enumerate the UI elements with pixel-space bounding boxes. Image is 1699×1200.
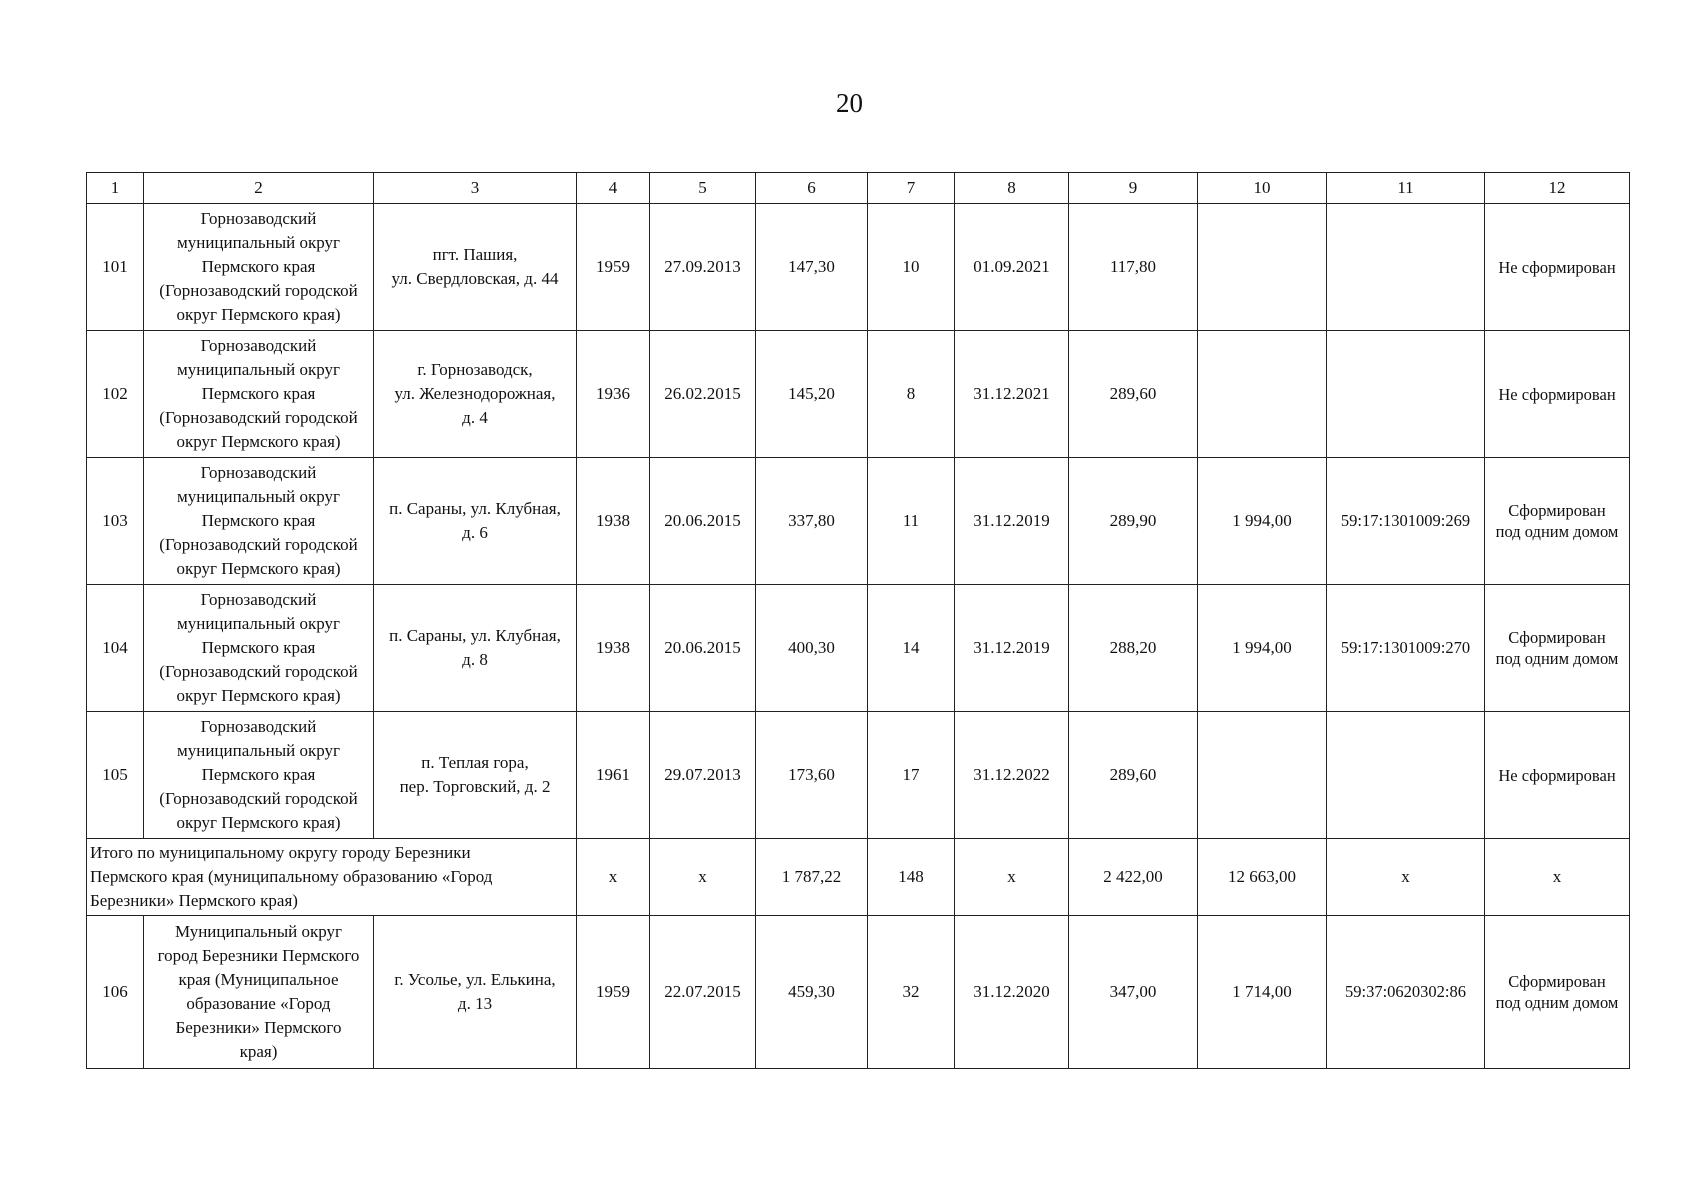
planned-date-cell: 01.09.2021	[955, 204, 1069, 331]
land-area-cell	[1198, 331, 1327, 458]
table-row	[87, 916, 1630, 1069]
column-number-cell: 11	[1327, 173, 1485, 204]
residents-cell: 8	[868, 331, 955, 458]
column-9-cell: 289,90	[1069, 458, 1198, 585]
area-cell: 145,20	[756, 331, 868, 458]
recognition-date-cell: 20.06.2015	[650, 585, 756, 712]
column-number-cell: 12	[1485, 173, 1630, 204]
municipality-cell: Муниципальный округ город Березники Пермского края (Муниципальное образование «Город Березники» Пермского края)	[144, 916, 374, 1069]
land-status-cell: Не сформирован	[1485, 204, 1630, 331]
column-number-cell: 9	[1069, 173, 1198, 204]
column-number-cell: 6	[756, 173, 868, 204]
municipality-cell: Горнозаводский муниципальный округ Пермского края (Горнозаводский городской округ Пермского края)	[144, 712, 374, 839]
column-number-cell: 5	[650, 173, 756, 204]
page-number: 20	[836, 88, 863, 118]
row-number-cell: 102	[87, 331, 144, 458]
total-area-cell: 1 787,22	[756, 839, 868, 916]
recognition-date-cell: 20.06.2015	[650, 458, 756, 585]
area-cell: 173,60	[756, 712, 868, 839]
row-number-cell: 103	[87, 458, 144, 585]
total-status-cell: x	[1485, 839, 1630, 916]
municipality-cell: Горнозаводский муниципальный округ Пермского края (Горнозаводский городской округ Пермского края)	[144, 204, 374, 331]
row-number-cell: 101	[87, 204, 144, 331]
land-status-cell: Не сформирован	[1485, 331, 1630, 458]
area-cell: 147,30	[756, 204, 868, 331]
total-year-cell: x	[577, 839, 650, 916]
table-row	[87, 712, 1630, 839]
land-status-cell: Не сформирован	[1485, 712, 1630, 839]
housing-registry-table	[86, 172, 1630, 1069]
table-row	[87, 331, 1630, 458]
table-row	[87, 458, 1630, 585]
recognition-date-cell: 29.07.2013	[650, 712, 756, 839]
row-number-cell: 106	[87, 916, 144, 1069]
cadastral-number-cell: 59:17:1301009:269	[1327, 458, 1485, 585]
land-status-cell: Сформирован под одним домом	[1485, 916, 1630, 1069]
planned-date-cell: 31.12.2022	[955, 712, 1069, 839]
year-built-cell: 1938	[577, 458, 650, 585]
planned-date-cell: 31.12.2019	[955, 585, 1069, 712]
year-built-cell: 1938	[577, 585, 650, 712]
residents-cell: 14	[868, 585, 955, 712]
area-cell: 400,30	[756, 585, 868, 712]
cadastral-number-cell	[1327, 331, 1485, 458]
cadastral-number-cell	[1327, 204, 1485, 331]
address-cell: г. Горнозаводск, ул. Железнодорожная, д. 4	[374, 331, 577, 458]
year-built-cell: 1961	[577, 712, 650, 839]
table-row	[87, 585, 1630, 712]
column-number-cell: 8	[955, 173, 1069, 204]
column-number-row	[87, 173, 1630, 204]
total-cadastral-cell: x	[1327, 839, 1485, 916]
recognition-date-cell: 26.02.2015	[650, 331, 756, 458]
residents-cell: 32	[868, 916, 955, 1069]
land-area-cell: 1 994,00	[1198, 585, 1327, 712]
year-built-cell: 1959	[577, 916, 650, 1069]
residents-cell: 10	[868, 204, 955, 331]
column-9-cell: 347,00	[1069, 916, 1198, 1069]
cadastral-number-cell: 59:37:0620302:86	[1327, 916, 1485, 1069]
total-planned-date-cell: x	[955, 839, 1069, 916]
column-number-cell: 10	[1198, 173, 1327, 204]
address-cell: п. Теплая гора, пер. Торговский, д. 2	[374, 712, 577, 839]
area-cell: 337,80	[756, 458, 868, 585]
municipality-cell: Горнозаводский муниципальный округ Пермского края (Горнозаводский городской округ Пермского края)	[144, 458, 374, 585]
land-status-cell: Сформирован под одним домом	[1485, 458, 1630, 585]
column-number-cell: 3	[374, 173, 577, 204]
planned-date-cell: 31.12.2020	[955, 916, 1069, 1069]
address-cell: г. Усолье, ул. Елькина, д. 13	[374, 916, 577, 1069]
total-residents-cell: 148	[868, 839, 955, 916]
address-cell: п. Сараны, ул. Клубная, д. 6	[374, 458, 577, 585]
column-9-cell: 289,60	[1069, 712, 1198, 839]
land-status-cell: Сформирован под одним домом	[1485, 585, 1630, 712]
total-recognition-date-cell: x	[650, 839, 756, 916]
cadastral-number-cell	[1327, 712, 1485, 839]
column-9-cell: 289,60	[1069, 331, 1198, 458]
land-area-cell	[1198, 204, 1327, 331]
address-cell: пгт. Пашия, ул. Свердловская, д. 44	[374, 204, 577, 331]
column-number-cell: 4	[577, 173, 650, 204]
area-cell: 459,30	[756, 916, 868, 1069]
total-row	[87, 839, 1630, 916]
table-row	[87, 204, 1630, 331]
land-area-cell: 1 994,00	[1198, 458, 1327, 585]
land-area-cell: 1 714,00	[1198, 916, 1327, 1069]
land-area-cell	[1198, 712, 1327, 839]
column-number-cell: 2	[144, 173, 374, 204]
recognition-date-cell: 22.07.2015	[650, 916, 756, 1069]
municipality-cell: Горнозаводский муниципальный округ Пермского края (Горнозаводский городской округ Пермского края)	[144, 331, 374, 458]
cadastral-number-cell: 59:17:1301009:270	[1327, 585, 1485, 712]
year-built-cell: 1959	[577, 204, 650, 331]
row-number-cell: 105	[87, 712, 144, 839]
municipality-cell: Горнозаводский муниципальный округ Пермского края (Горнозаводский городской округ Пермского края)	[144, 585, 374, 712]
column-9-cell: 288,20	[1069, 585, 1198, 712]
total-label-cell: Итого по муниципальному округу городу Березники Пермского края (муниципальному образованию «Город Березники» Пермского края)	[87, 839, 577, 916]
planned-date-cell: 31.12.2021	[955, 331, 1069, 458]
year-built-cell: 1936	[577, 331, 650, 458]
total-land-area-cell: 12 663,00	[1198, 839, 1327, 916]
table-body	[87, 173, 1630, 1069]
address-cell: п. Сараны, ул. Клубная, д. 8	[374, 585, 577, 712]
column-number-cell: 7	[868, 173, 955, 204]
residents-cell: 17	[868, 712, 955, 839]
total-column-9-cell: 2 422,00	[1069, 839, 1198, 916]
residents-cell: 11	[868, 458, 955, 585]
planned-date-cell: 31.12.2019	[955, 458, 1069, 585]
row-number-cell: 104	[87, 585, 144, 712]
column-number-cell: 1	[87, 173, 144, 204]
column-9-cell: 117,80	[1069, 204, 1198, 331]
recognition-date-cell: 27.09.2013	[650, 204, 756, 331]
